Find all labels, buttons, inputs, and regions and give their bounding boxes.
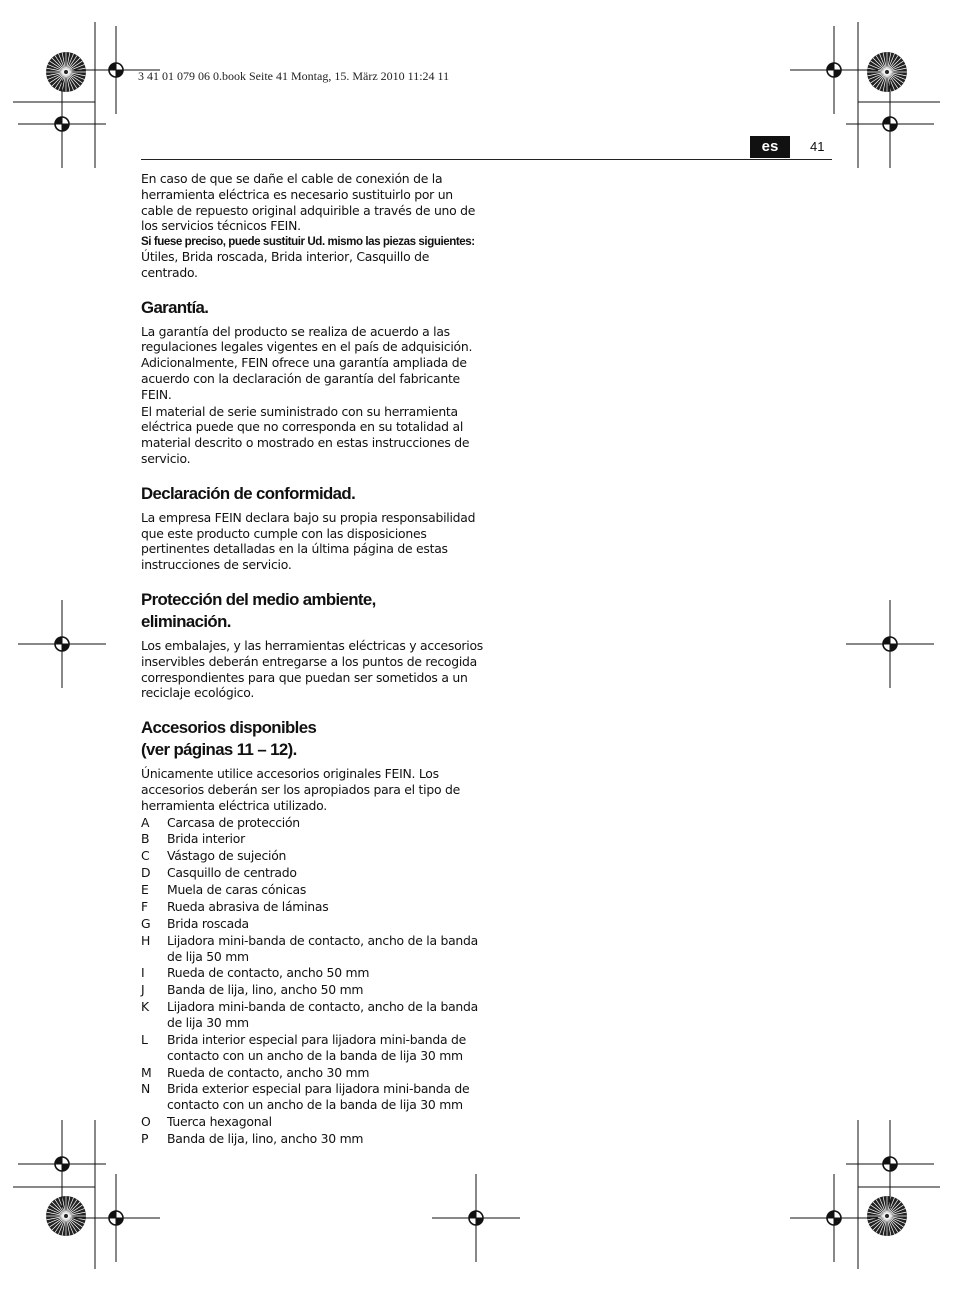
item-key: O [141,1114,151,1130]
list-item [141,916,486,932]
list-item [141,865,486,881]
garantia-paragraph-1: La garantía del producto se realiza de acuerdo a las regulaciones legales vigentes en el país de adquisición. Adicionalmente, FEIN ofrece una garantía ampliada de acuerdo con la declaración de garantía del fabricante FEIN. [141,323,473,402]
list-item [141,1114,486,1130]
item-key: F [141,898,148,914]
item-text: Lijadora mini-banda de contacto, ancho de la banda de lija 30 mm [167,999,478,1031]
list-item [141,1131,486,1147]
heading-medio-ambiente [141,589,486,633]
item-key: H [141,932,151,948]
item-text: Rueda de contacto, ancho 30 mm [167,1064,370,1080]
list-item [141,1032,486,1064]
list-item [141,831,486,847]
intro-parts-list: Útiles, Brida roscada, Brida interior, Casquillo de centrado. [141,248,430,280]
item-key: I [141,965,145,981]
language-tab: es [750,136,790,158]
item-text: Brida interior [167,831,245,847]
item-text: Banda de lija, lino, ancho 50 mm [167,982,364,998]
item-key: P [141,1131,149,1147]
item-key: G [141,915,151,931]
item-key: M [141,1064,152,1080]
item-key: E [141,882,149,898]
heading-medio-ambiente-line1: Protección del medio ambiente, [141,589,376,609]
list-item [141,848,486,864]
heading-medio-ambiente-line2: eliminación. [141,611,231,631]
item-text: Lijadora mini-banda de contacto, ancho de la banda de lija 50 mm [167,932,478,964]
heading-garantia: Garantía. [141,297,209,317]
item-key: C [141,848,150,864]
page-number: 41 [810,139,825,154]
item-key: L [141,1031,148,1047]
heading-conformidad: Declaración de conformidad. [141,483,356,503]
item-text: Carcasa de protección [167,814,300,830]
header-rule [141,159,832,160]
item-text: Brida exterior especial para lijadora mini-banda de contacto con un ancho de la banda de lija 30 mm [167,1081,470,1113]
item-key: B [141,831,150,847]
item-text: Tuerca hexagonal [167,1114,272,1130]
main-column [141,171,486,1148]
list-item [141,899,486,915]
item-text: Casquillo de centrado [167,865,297,881]
conformidad-paragraph: La empresa FEIN declara bajo su propia responsabilidad que este producto cumple con las disposiciones pertinentes detalladas en la última página de estas instrucciones de servicio. [141,509,476,573]
item-key: D [141,865,151,881]
intro-bold-note: Si fuese preciso, puede sustituir Ud. mismo las piezas siguientes: [141,235,475,249]
list-item [141,982,486,998]
accesorios-paragraph: Únicamente utilice accesorios originales FEIN. Los accesorios deberán ser los apropiados para el tipo de herramienta eléctrica utilizado. [141,766,460,813]
item-text: Vástago de sujeción [167,848,287,864]
list-item [141,965,486,981]
item-text: Rueda abrasiva de láminas [167,898,329,914]
heading-accesorios [141,717,486,761]
item-key: A [141,814,150,830]
heading-accesorios-line2: (ver páginas 11 – 12). [141,740,297,760]
list-item [141,933,486,965]
intro-paragraph: En caso de que se dañe el cable de conexión de la herramienta eléctrica es necesario sustituirlo por un cable de repuesto original adquirible a través de uno de los servicios técnicos FEIN. [141,171,476,234]
item-key: N [141,1081,151,1097]
item-text: Rueda de contacto, ancho 50 mm [167,965,370,981]
list-item [141,1065,486,1081]
item-text: Brida roscada [167,915,249,931]
heading-accesorios-line1: Accesorios disponibles [141,718,317,738]
list-item [141,1081,486,1113]
item-text: Brida interior especial para lijadora mini-banda de contacto con un ancho de la banda de lija 30 mm [167,1031,466,1063]
list-item [141,815,486,831]
item-text: Banda de lija, lino, ancho 30 mm [167,1131,364,1147]
book-file-info: 3 41 01 079 06 0.book Seite 41 Montag, 15. März 2010 11:24 11 [138,69,450,83]
item-key: J [141,982,145,998]
item-text: Muela de caras cónicas [167,882,307,898]
garantia-paragraph-2: El material de serie suministrado con su herramienta eléctrica puede que no corresponda en su totalidad al material descrito o mostrado en estas instrucciones de servicio. [141,403,470,466]
medio-ambiente-paragraph: Los embalajes, y las herramientas eléctricas y accesorios inservibles deberán entregarse a los puntos de recogida correspondientes para que puedan ser sometidos a un reciclaje ecológico. [141,637,483,701]
list-item [141,999,486,1031]
item-key: K [141,999,149,1015]
list-item [141,882,486,898]
accessory-list [141,815,486,1147]
